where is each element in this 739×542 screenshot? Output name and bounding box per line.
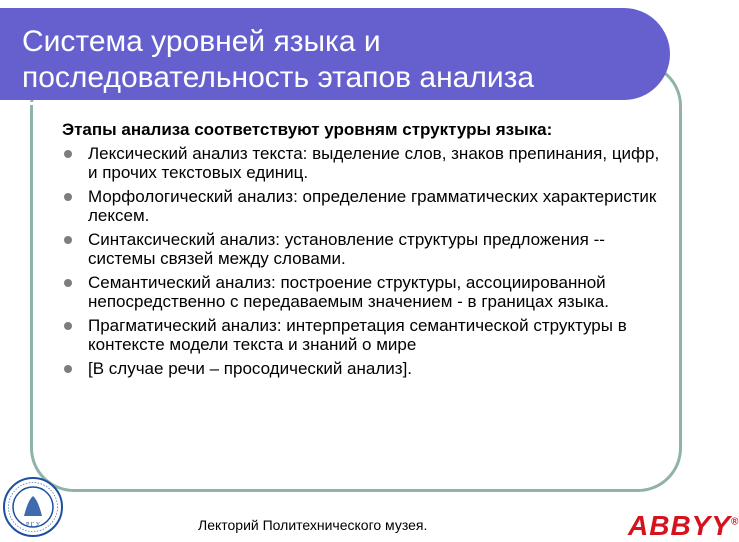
abbyy-logo: ABBYY® — [628, 510, 739, 541]
bullet-dot-icon — [64, 236, 72, 244]
seal-letters: Р Г У — [25, 522, 41, 528]
slide-body — [62, 120, 662, 383]
bullet-item: [В случае речи – просодический анализ]. — [62, 359, 662, 378]
bullet-item: Семантический анализ: построение структуры, ассоциированной непосредственно с передаваемым значением - в границах языка. — [62, 273, 662, 311]
bullet-item: Синтаксический анализ: установление структуры предложения -- системы связей между словами. — [62, 230, 662, 268]
bullet-dot-icon — [64, 322, 72, 330]
bullet-dot-icon — [64, 193, 72, 201]
bullet-item: Морфологический анализ: определение грамматических характеристик лексем. — [62, 187, 662, 225]
footer-text: Лекторий Политехнического музея. — [198, 517, 428, 533]
university-seal-icon — [2, 476, 64, 538]
slide-title: Система уровней языка и последовательность этапов анализа — [22, 25, 535, 94]
title-underline — [22, 102, 634, 105]
bullet-dot-icon — [64, 279, 72, 287]
title-banner — [0, 8, 670, 100]
lead-text: Этапы анализа соответствуют уровням структуры языка: — [62, 120, 553, 139]
bullet-list — [62, 144, 662, 378]
bullet-dot-icon — [64, 150, 72, 158]
bullet-item: Прагматический анализ: интерпретация семантической структуры в контексте модели текста и знаний о мире — [62, 316, 662, 354]
bullet-item: Лексический анализ текста: выделение слов, знаков препинания, цифр, и прочих текстовых единиц. — [62, 144, 662, 182]
bullet-dot-icon — [64, 365, 72, 373]
